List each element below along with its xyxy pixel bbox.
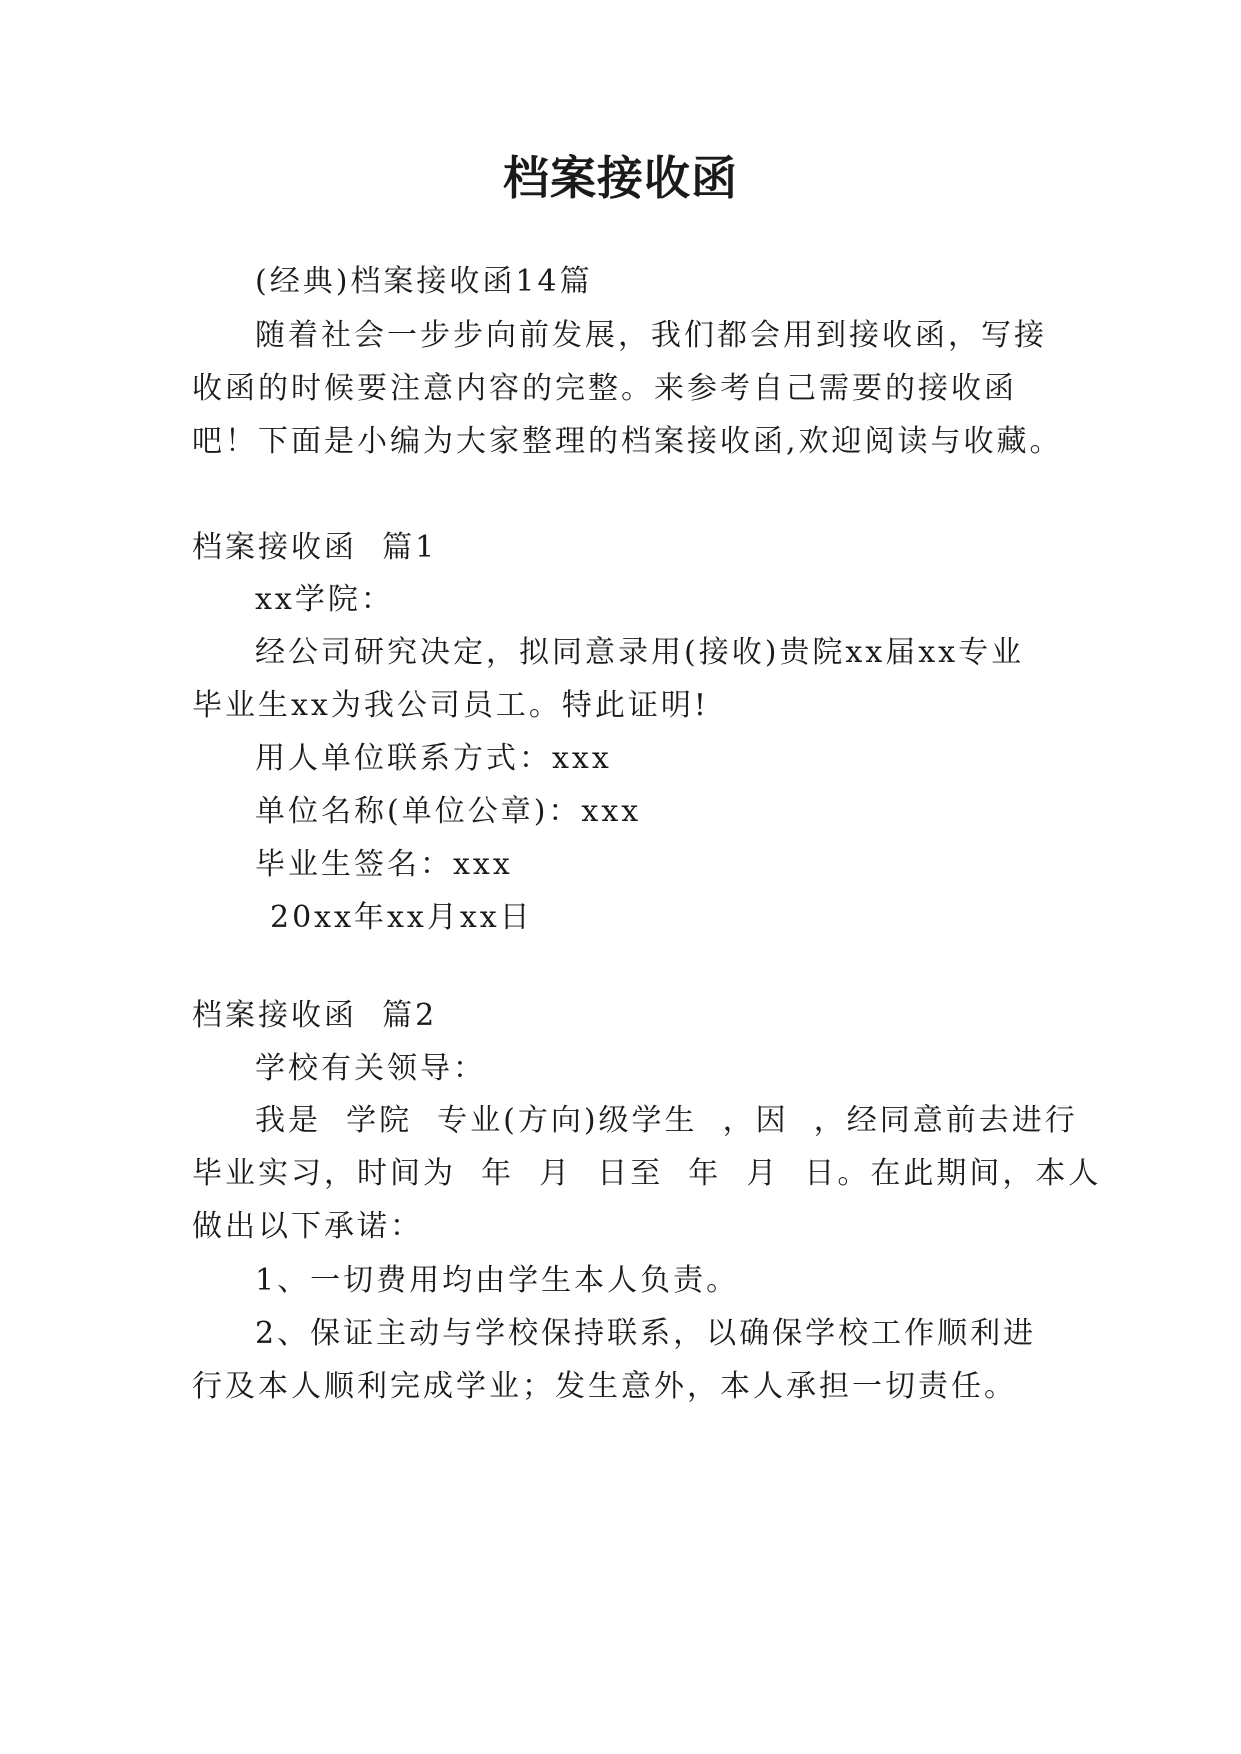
section2-item-2-line-2: 行及本人顺利完成学业；发生意外，本人承担一切责任。: [192, 1369, 1017, 1404]
section2-salutation: 学校有关领导：: [255, 1051, 486, 1086]
intro-line-3: 吧！下面是小编为大家整理的档案接收函,欢迎阅读与收藏。: [192, 424, 1063, 459]
document-subtitle: (经典)档案接收函14篇: [255, 264, 593, 299]
section2-heading: 档案接收函 篇2: [192, 998, 438, 1033]
section1-body-line-2: 毕业生xx为我公司员工。特此证明!: [192, 688, 709, 723]
section2-body-line-3: 做出以下承诺：: [192, 1209, 423, 1244]
section1-signature: 毕业生签名：xxx: [255, 847, 513, 882]
section1-unit: 单位名称(单位公章)：xxx: [255, 794, 642, 829]
section1-body-line-1: 经公司研究决定，拟同意录用(接收)贵院xx届xx专业: [255, 635, 1025, 670]
section1-heading: 档案接收函 篇1: [192, 530, 438, 565]
intro-line-2: 收函的时候要注意内容的完整。来参考自己需要的接收函: [192, 371, 1017, 406]
intro-line-1: 随着社会一步步向前发展，我们都会用到接收函，写接: [255, 318, 1047, 353]
section2-item-1: 1、一切费用均由学生本人负责。: [255, 1263, 740, 1298]
section2-body-line-2: 毕业实习，时间为 年 月 日至 年 月 日。在此期间，本人: [192, 1156, 1102, 1191]
section1-date: 20xx年xx月xx日: [270, 900, 533, 935]
section2-body-line-1: 我是 学院 专业(方向)级学生 ，因 ，经同意前去进行: [255, 1103, 1078, 1138]
section2-item-2-line-1: 2、保证主动与学校保持联系，以确保学校工作顺利进: [255, 1316, 1037, 1351]
section1-salutation: xx学院：: [255, 582, 394, 617]
document-title: 档案接收函: [503, 151, 738, 205]
section1-contact: 用人单位联系方式：xxx: [255, 741, 612, 776]
